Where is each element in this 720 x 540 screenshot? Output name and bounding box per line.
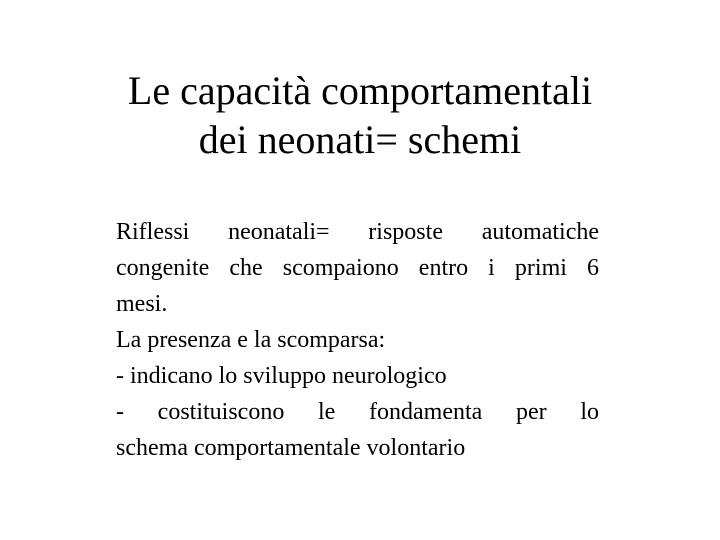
body-paragraph-4-line-2: schema comportamentale volontario <box>116 435 466 461</box>
body-paragraph-1-line-2: congenite che scompaiono entro i primi 6 <box>116 255 599 281</box>
body-paragraph-2: La presenza e la scomparsa: <box>116 327 386 353</box>
body-paragraph-1-line-3: mesi. <box>116 291 168 317</box>
slide-title-line-1: Le capacità comportamentali <box>127 68 593 113</box>
slide-title-line-2: dei neonati= schemi <box>198 117 522 162</box>
body-paragraph-4-line-1: - costituiscono le fondamenta per lo <box>116 399 599 425</box>
body-paragraph-1-line-1: Riflessi neonatali= risposte automatiche <box>116 219 599 245</box>
slide-title <box>40 66 680 164</box>
slide-body <box>116 214 599 466</box>
body-paragraph-3: - indicano lo sviluppo neurologico <box>116 363 447 389</box>
